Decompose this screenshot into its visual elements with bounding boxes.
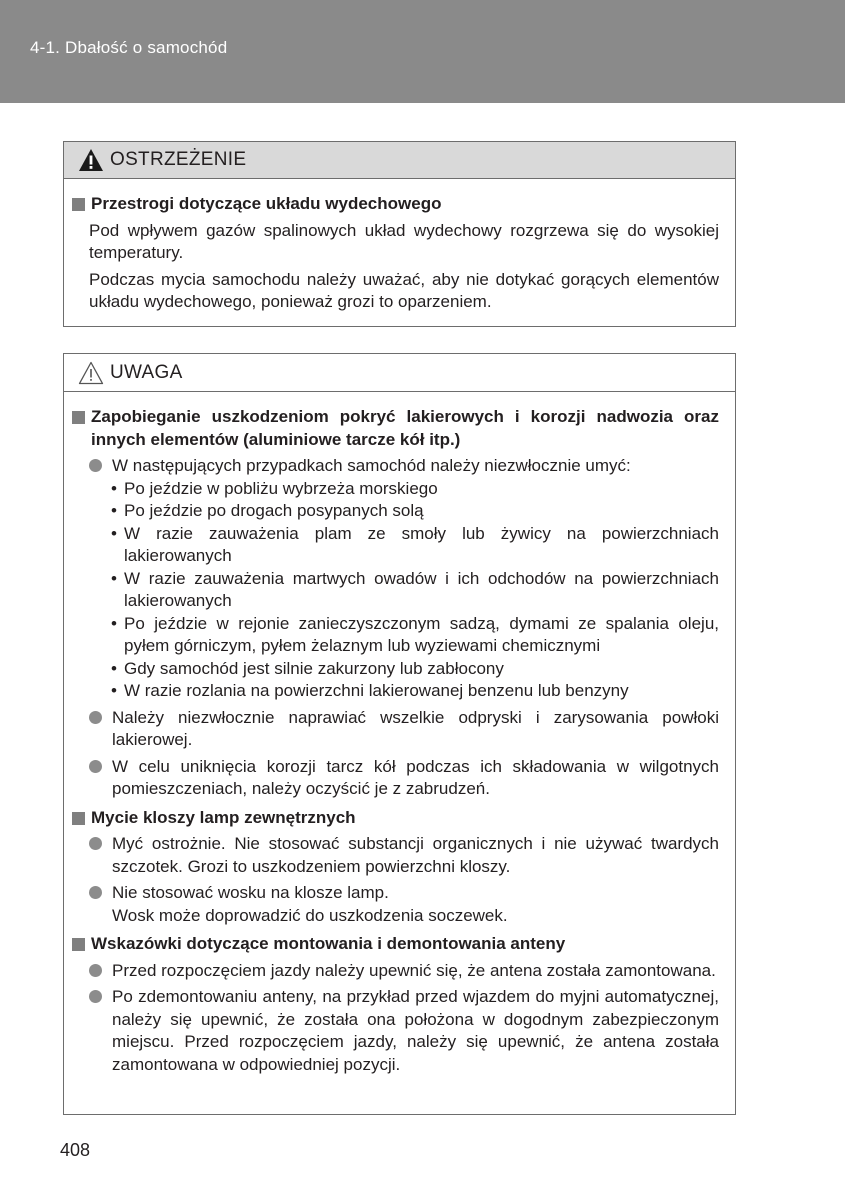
paragraph: Podczas mycia samochodu należy uważać, aby nie dotykać gorących elementów układu wydechowego, ponieważ grozi to oparzeniem.: [89, 269, 719, 311]
circle-bullet-icon: [89, 990, 102, 1003]
paragraph: Pod wpływem gazów spalinowych układ wydechowy rozgrzewa się do wysokiej temperatury.: [89, 220, 719, 262]
circle-bullet-icon: [89, 760, 102, 773]
list-item: Myć ostrożnie. Nie stosować substancji organicznych i nie używać twardych szczotek. Grozi to uszkodzeniem powierzchni kloszy.: [89, 833, 719, 878]
item-note: Wosk może doprowadzić do uszkodzenia soczewek.: [112, 905, 508, 925]
square-bullet-icon: [72, 938, 85, 951]
sub-bullet: • Gdy samochód jest silnie zakurzony lub zabłocony: [111, 658, 504, 678]
caution-body: [64, 392, 735, 1076]
sub-bullet: • Po jeździe w rejonie zanieczyszczonym sadzą, dymami ze spalania oleju, pyłem górniczym, pyłem żelaznym lub wyziewami chemicznymi: [111, 613, 719, 655]
list-item: W celu uniknięcia korozji tarcz kół podczas ich składowania w wilgotnych pomieszczeniach, należy oczyścić je z zabrudzeń.: [89, 756, 719, 801]
circle-bullet-icon: [89, 837, 102, 850]
sub-bullet: • W razie zauważenia martwych owadów i ich odchodów na powierzchniach lakierowanych: [111, 568, 719, 610]
caution-box-header: [64, 354, 735, 392]
square-bullet-icon: [72, 812, 85, 825]
list-item: Należy niezwłocznie naprawiać wszelkie odpryski i zarysowania powłoki lakierowej.: [89, 707, 719, 752]
section-heading: Mycie kloszy lamp zewnętrznych: [72, 807, 719, 830]
chapter-title: 4-1. Dbałość o samochód: [30, 38, 228, 57]
sub-bullet: • Po jeździe po drogach posypanych solą: [111, 501, 424, 520]
list-item: W następujących przypadkach samochód należy niezwłocznie umyć:: [89, 455, 719, 478]
list-item: Nie stosować wosku na klosze lamp.: [89, 882, 719, 905]
section-heading: Zapobieganie uszkodzeniom pokryć lakierowych i korozji nadwozia oraz innych elementów (aluminiowe tarcze kół itp.): [72, 406, 719, 451]
section-heading: Wskazówki dotyczące montowania i demontowania anteny: [72, 933, 719, 956]
caution-box: [63, 353, 736, 1115]
caution-label: UWAGA: [110, 361, 183, 383]
circle-bullet-icon: [89, 886, 102, 899]
sub-bullet: • W razie rozlania na powierzchni lakierowanej benzenu lub benzyny: [111, 681, 629, 700]
square-bullet-icon: [72, 411, 85, 424]
warning-label: OSTRZEŻENIE: [110, 149, 247, 170]
warning-box: [63, 141, 736, 327]
caution-outline-triangle-icon: [78, 361, 104, 385]
list-item: Po zdemontowaniu anteny, na przykład przed wjazdem do myjni automatycznej, należy się upewnić, że została ona położona w dogodnym zabezpieczonym miejscu. Przed rozpoczęciem jazdy, należy się upewnić, że antena została zamontowana w odpowiedniej pozycji.: [89, 986, 719, 1076]
warning-body: [64, 179, 735, 314]
warning-filled-triangle-icon: [78, 148, 104, 172]
warning-box-header: [64, 142, 735, 179]
page-number: 408: [60, 1140, 91, 1160]
section-heading: Przestrogi dotyczące układu wydechowego: [72, 193, 719, 216]
circle-bullet-icon: [89, 964, 102, 977]
sub-bullet: • Po jeździe w pobliżu wybrzeża morskiego: [111, 478, 438, 498]
circle-bullet-icon: [89, 711, 102, 724]
sub-bullet: • W razie zauważenia plam ze smoły lub żywicy na powierzchniach lakierowanych: [111, 523, 719, 565]
circle-bullet-icon: [89, 459, 102, 472]
page-header: [0, 0, 845, 103]
list-item: Przed rozpoczęciem jazdy należy upewnić się, że antena została zamontowana.: [89, 960, 719, 983]
square-bullet-icon: [72, 198, 85, 211]
